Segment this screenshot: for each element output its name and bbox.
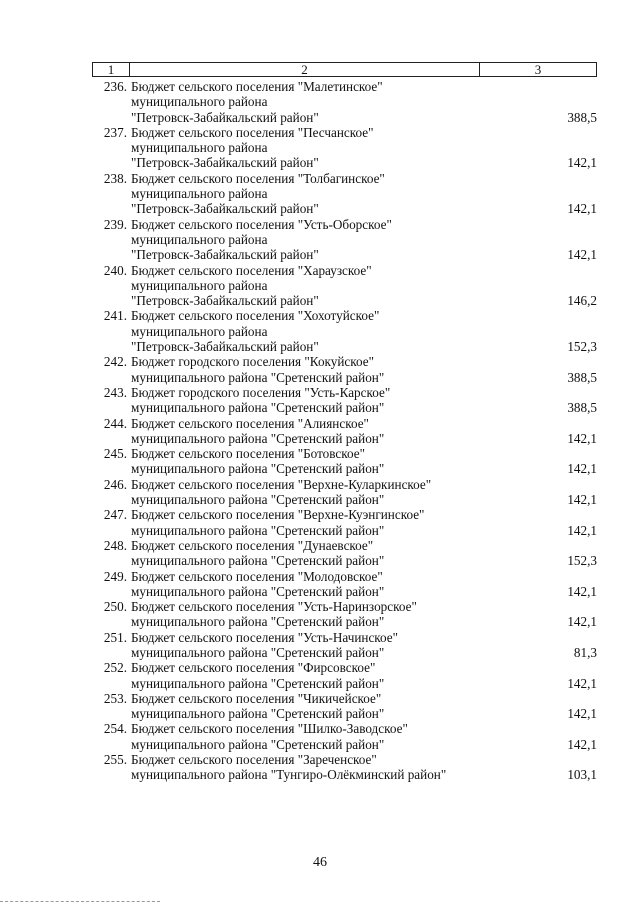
row-description xyxy=(131,79,640,125)
row-description xyxy=(131,752,640,783)
row-number: 246. xyxy=(103,476,127,492)
row-description xyxy=(131,569,640,600)
row-description xyxy=(131,217,640,263)
table-row xyxy=(0,477,640,508)
row-amount: 81,3 xyxy=(573,644,597,660)
header-col-2: 2 xyxy=(130,63,480,76)
row-description xyxy=(131,263,640,309)
row-description xyxy=(131,385,640,416)
description-line: Бюджет сельского поселения "Усть-Оборское" xyxy=(131,216,392,232)
row-number: 236. xyxy=(103,79,127,94)
description-line: муниципального района "Сретенский район" xyxy=(131,675,385,691)
table-row xyxy=(0,660,640,691)
row-number: 248. xyxy=(103,537,127,553)
row-amount: 152,3 xyxy=(567,339,597,355)
row-description xyxy=(131,477,640,508)
row-number: 254. xyxy=(103,721,127,737)
description-line: "Петровск-Забайкальский район" xyxy=(131,293,319,309)
description-line: Бюджет сельского поселения "Молодовское" xyxy=(131,568,383,584)
description-line: Бюджет сельского поселения "Хохотуйское" xyxy=(131,308,380,324)
row-amount: 142,1 xyxy=(567,430,597,446)
row-amount: 142,1 xyxy=(567,736,597,752)
description-line: Бюджет сельского поселения "Толбагинское" xyxy=(131,170,385,186)
table-row xyxy=(0,354,640,385)
description-line: муниципального района "Сретенский район" xyxy=(131,644,385,660)
row-amount: 388,5 xyxy=(567,109,597,125)
row-number: 239. xyxy=(103,216,127,232)
description-line: муниципального района "Сретенский район" xyxy=(131,430,385,446)
row-number: 237. xyxy=(103,124,127,140)
description-line: муниципального района xyxy=(131,186,268,202)
description-line: муниципального района "Сретенский район" xyxy=(131,614,385,630)
description-line: "Петровск-Забайкальский район" xyxy=(131,247,319,263)
row-amount: 142,1 xyxy=(567,522,597,538)
row-description xyxy=(131,308,640,354)
row-amount: 142,1 xyxy=(567,614,597,630)
description-line: "Петровск-Забайкальский район" xyxy=(131,109,319,125)
description-line: Бюджет сельского поселения "Зареченское" xyxy=(131,752,377,768)
description-line: "Петровск-Забайкальский район" xyxy=(131,201,319,217)
row-description xyxy=(131,507,640,538)
row-amount: 142,1 xyxy=(567,155,597,171)
row-amount: 142,1 xyxy=(567,583,597,599)
row-amount: 388,5 xyxy=(567,400,597,416)
row-description xyxy=(131,125,640,171)
row-amount: 142,1 xyxy=(567,461,597,477)
row-amount: 146,2 xyxy=(567,293,597,309)
description-line: муниципального района xyxy=(131,94,268,110)
table-row xyxy=(0,385,640,416)
row-description xyxy=(131,721,640,752)
table-row xyxy=(0,691,640,722)
description-line: Бюджет сельского поселения "Малетинское" xyxy=(131,79,383,94)
table-row xyxy=(0,599,640,630)
description-line: Бюджет сельского поселения "Шилко-Заводское" xyxy=(131,721,408,737)
row-number: 243. xyxy=(103,384,127,400)
description-line: "Петровск-Забайкальский район" xyxy=(131,155,319,171)
row-amount: 142,1 xyxy=(567,675,597,691)
description-line: муниципального района xyxy=(131,140,268,156)
description-line: муниципального района "Сретенский район" xyxy=(131,369,385,385)
description-line: Бюджет сельского поселения "Фирсовское" xyxy=(131,660,376,676)
table-row xyxy=(0,125,640,171)
description-line: муниципального района "Сретенский район" xyxy=(131,461,385,477)
description-line: Бюджет сельского поселения "Песчанское" xyxy=(131,124,374,140)
table-row xyxy=(0,263,640,309)
row-description xyxy=(131,354,640,385)
row-number: 241. xyxy=(103,308,127,324)
table-row xyxy=(0,569,640,600)
description-line: Бюджет сельского поселения "Алиянское" xyxy=(131,415,369,431)
row-amount: 142,1 xyxy=(567,706,597,722)
description-line: Бюджет городского поселения "Усть-Карское" xyxy=(131,384,391,400)
description-line: Бюджет сельского поселения "Усть-Начинское" xyxy=(131,629,399,645)
row-number: 255. xyxy=(103,752,127,768)
table-row xyxy=(0,171,640,217)
row-amount: 388,5 xyxy=(567,369,597,385)
header-col-3: 3 xyxy=(534,62,542,77)
table-body xyxy=(0,79,640,783)
description-line: Бюджет сельского поселения "Чикичейское" xyxy=(131,690,382,706)
row-number: 251. xyxy=(103,629,127,645)
row-description xyxy=(131,599,640,630)
row-number: 242. xyxy=(103,354,127,370)
table-header xyxy=(92,62,597,77)
description-line: муниципального района "Сретенский район" xyxy=(131,583,385,599)
row-number: 240. xyxy=(103,262,127,278)
table-row xyxy=(0,507,640,538)
row-amount: 103,1 xyxy=(567,767,597,783)
description-line: Бюджет сельского поселения "Дунаевское" xyxy=(131,537,374,553)
description-line: муниципального района xyxy=(131,231,268,247)
table-row xyxy=(0,538,640,569)
table-row xyxy=(0,416,640,447)
description-line: муниципального района "Сретенский район" xyxy=(131,553,385,569)
description-line: Бюджет сельского поселения "Верхне-Куэнгинское" xyxy=(131,507,425,523)
header-col-1: 1 xyxy=(93,63,130,76)
row-amount: 142,1 xyxy=(567,247,597,263)
row-description xyxy=(131,446,640,477)
row-number: 253. xyxy=(103,690,127,706)
description-line: Бюджет сельского поселения "Хараузское" xyxy=(131,262,372,278)
table-row xyxy=(0,721,640,752)
description-line: муниципального района "Тунгиро-Олёкминский район" xyxy=(131,767,447,783)
table-row xyxy=(0,752,640,783)
row-amount: 142,1 xyxy=(567,492,597,508)
description-line: муниципального района "Сретенский район" xyxy=(131,492,385,508)
row-number: 249. xyxy=(103,568,127,584)
page-number: 46 xyxy=(313,855,327,870)
row-number: 245. xyxy=(103,446,127,462)
row-description xyxy=(131,416,640,447)
row-number: 252. xyxy=(103,660,127,676)
row-description xyxy=(131,691,640,722)
row-number: 244. xyxy=(103,415,127,431)
row-description xyxy=(131,171,640,217)
row-number: 238. xyxy=(103,170,127,186)
table-row xyxy=(0,217,640,263)
row-description xyxy=(131,660,640,691)
description-line: муниципального района "Сретенский район" xyxy=(131,706,385,722)
description-line: Бюджет сельского поселения "Усть-Наринзорское" xyxy=(131,599,417,615)
description-line: муниципального района "Сретенский район" xyxy=(131,400,385,416)
description-line: Бюджет сельского поселения "Ботовское" xyxy=(131,446,365,462)
bottom-divider xyxy=(0,901,160,902)
description-line: муниципального района xyxy=(131,323,268,339)
row-amount: 152,3 xyxy=(567,553,597,569)
description-line: муниципального района xyxy=(131,277,268,293)
description-line: Бюджет сельского поселения "Верхне-Куларкинское" xyxy=(131,476,432,492)
table-row xyxy=(0,630,640,661)
table-row xyxy=(0,308,640,354)
description-line: "Петровск-Забайкальский район" xyxy=(131,339,319,355)
description-line: муниципального района "Сретенский район" xyxy=(131,522,385,538)
description-line: Бюджет городского поселения "Кокуйское" xyxy=(131,354,374,370)
row-number: 247. xyxy=(103,507,127,523)
row-description xyxy=(131,630,640,661)
row-description xyxy=(131,538,640,569)
row-number: 250. xyxy=(103,599,127,615)
table-row xyxy=(0,79,640,125)
description-line: муниципального района "Сретенский район" xyxy=(131,736,385,752)
table-row xyxy=(0,446,640,477)
row-amount: 142,1 xyxy=(567,201,597,217)
